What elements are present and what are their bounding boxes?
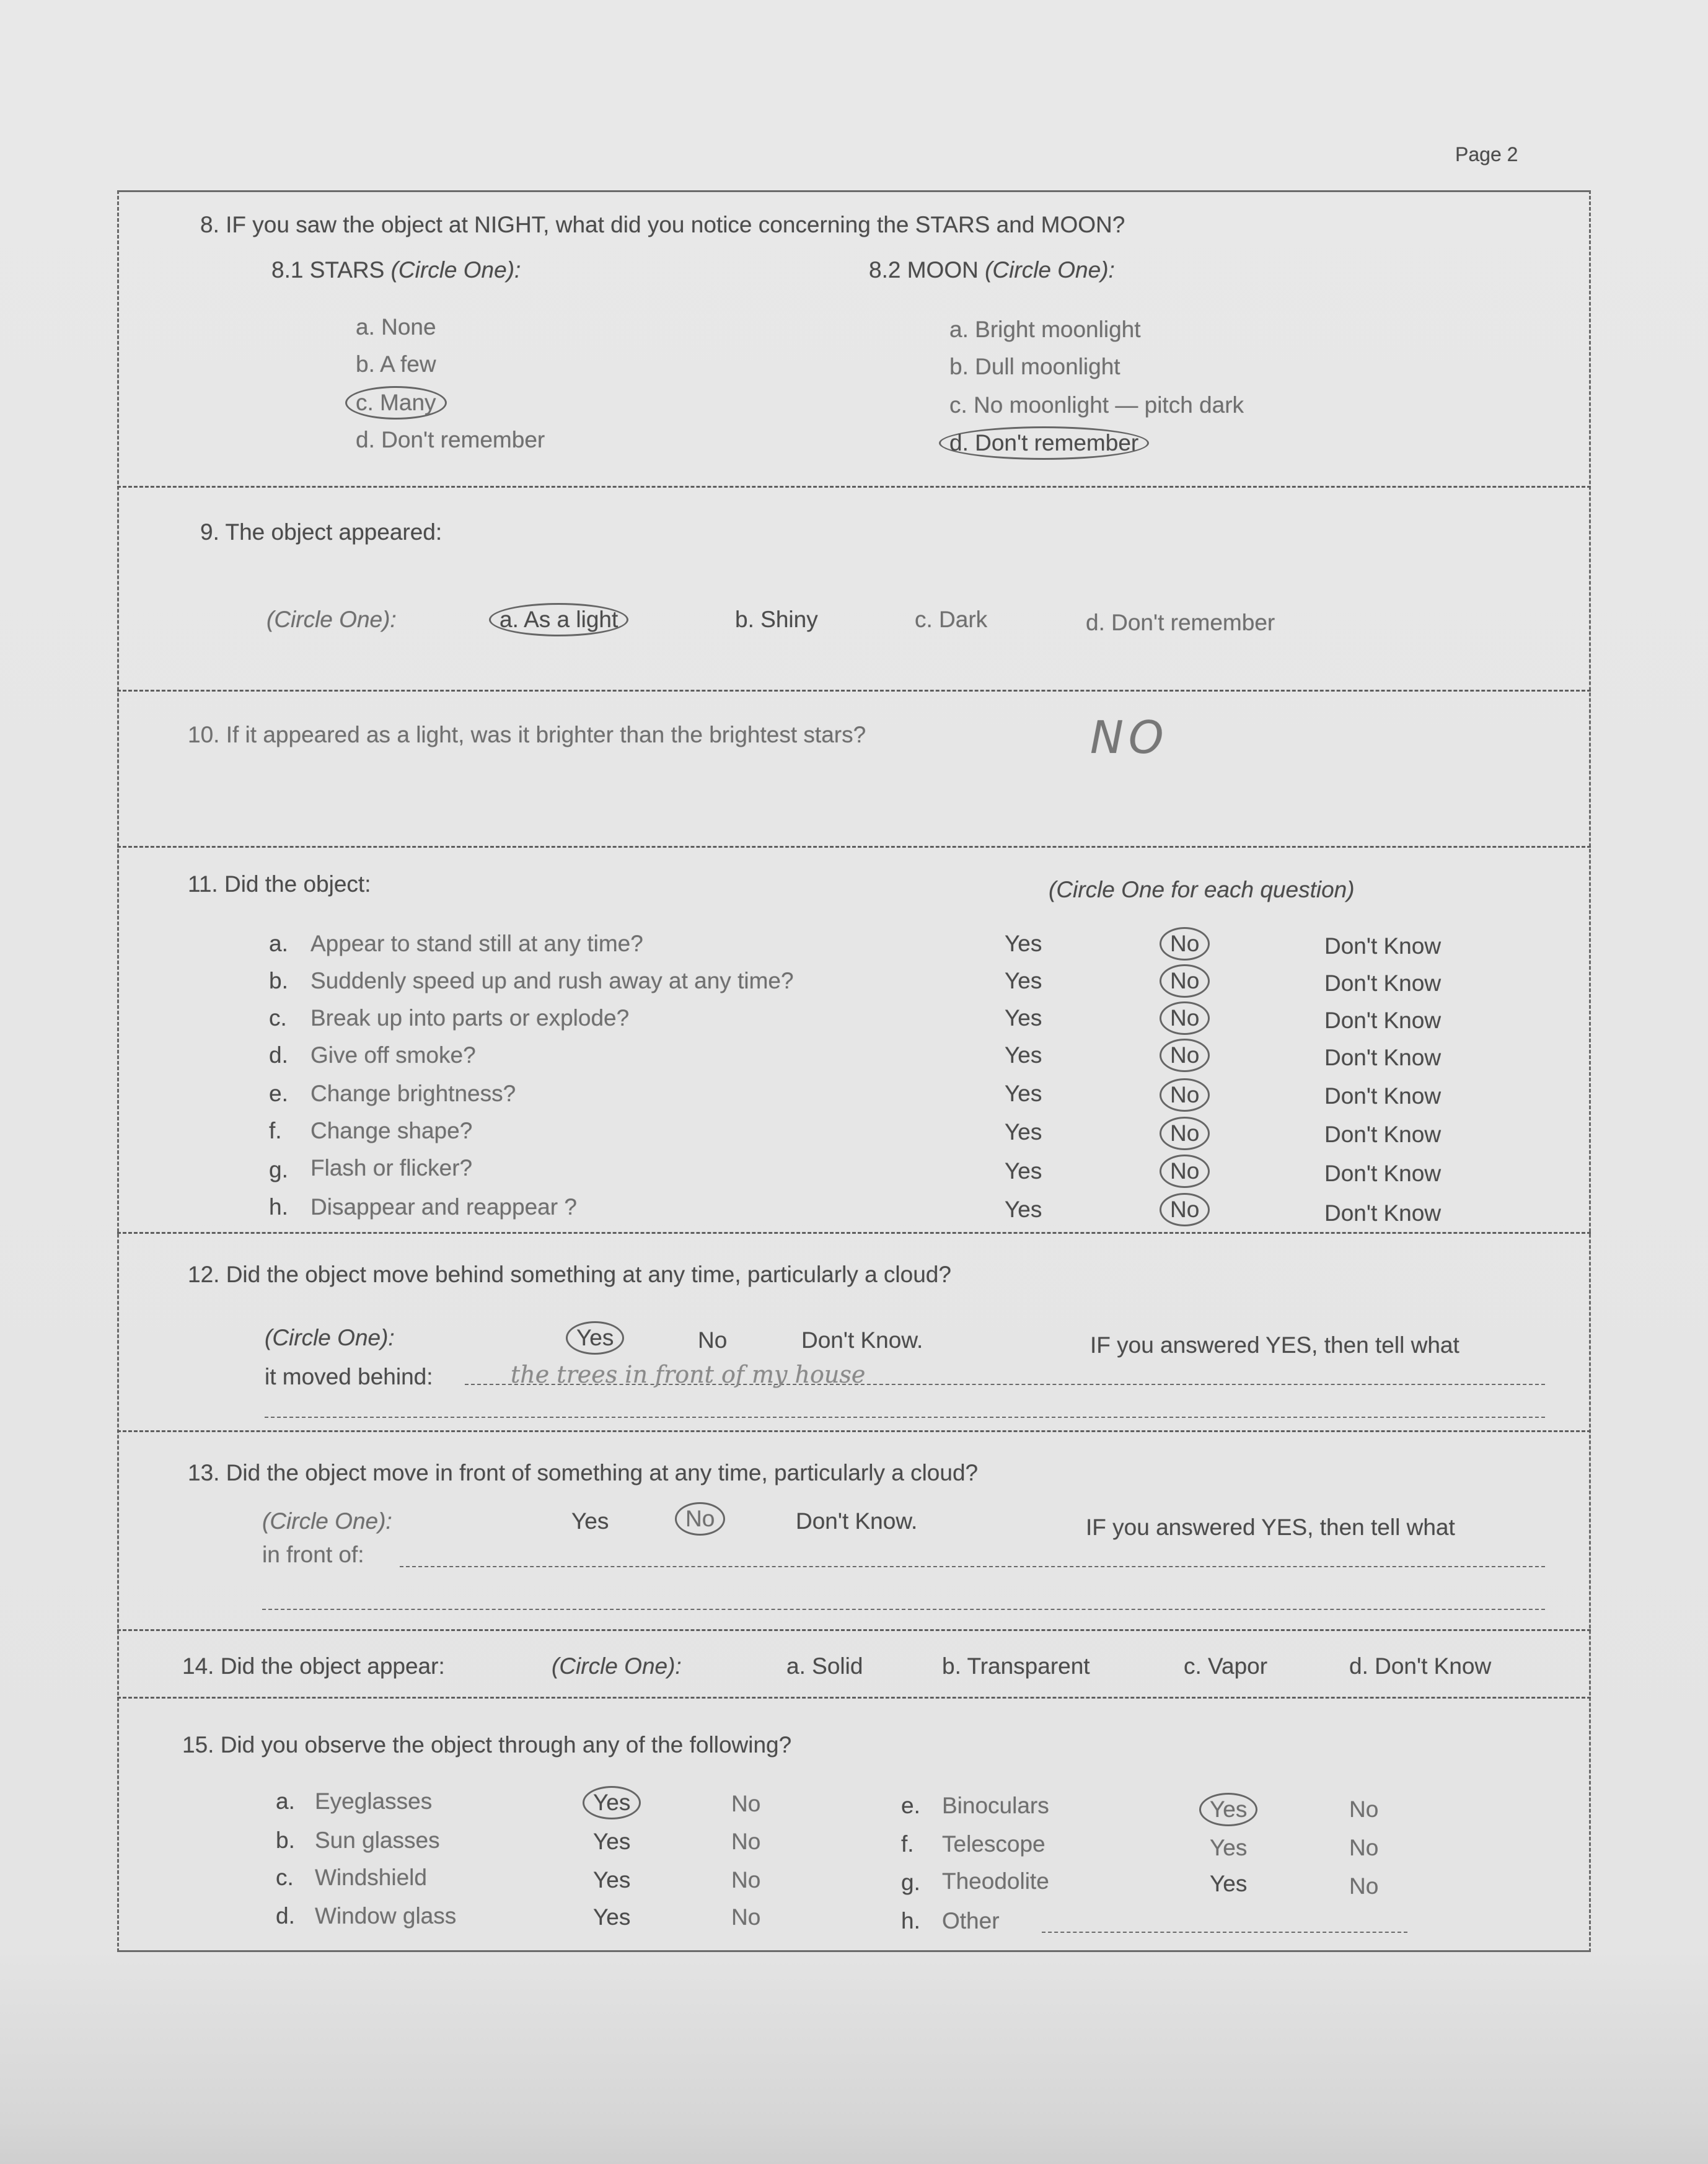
item-letter: d. (276, 1903, 295, 1929)
other-answer-line (1042, 1932, 1407, 1933)
dont-know-option: Don't Know (1324, 1083, 1442, 1109)
moon-option-b: b. Dull moonlight (949, 354, 1120, 379)
dont-know-option: Don't Know (1324, 1045, 1442, 1070)
binoculars-no: No (1349, 1797, 1379, 1822)
yes-option: Yes (1005, 1197, 1042, 1222)
stars-option-a: a. None (356, 314, 436, 340)
q13-no-circled: No (675, 1502, 725, 1536)
yes-option: Yes (1005, 931, 1042, 956)
theodolite-yes: Yes (1210, 1871, 1248, 1896)
page-number: Page 2 (1455, 143, 1518, 165)
moon-option-d-circled: d. Don't remember (939, 426, 1149, 460)
question-10-text: 10. If it appeared as a light, was it brighter than the brightest stars? (188, 722, 866, 747)
moon-option-c: c. No moonlight — pitch dark (949, 392, 1244, 418)
question-15-text: 15. Did you observe the object through any of the following? (182, 1732, 792, 1757)
dont-know-option: Don't Know (1324, 1200, 1442, 1226)
q12-followup: IF you answered YES, then tell what (1090, 1332, 1459, 1358)
binoculars-yes-circled: Yes (1199, 1793, 1257, 1826)
row-letter: h. (269, 1194, 288, 1220)
q13-dont-know: Don't Know. (796, 1508, 918, 1534)
row-letter: a. (269, 931, 288, 956)
sun-glasses-yes: Yes (593, 1829, 631, 1854)
stars-option-b: b. A few (356, 351, 436, 377)
q9-option-b: b. Shiny (735, 607, 818, 632)
row-text: Change brightness? (310, 1081, 516, 1106)
row-letter: d. (269, 1042, 288, 1068)
divider (117, 690, 1591, 692)
item-binoculars: Binoculars (942, 1793, 1049, 1818)
dont-know-option: Don't Know (1324, 970, 1442, 996)
q14-option-b: b. Transparent (942, 1653, 1090, 1679)
question-9-hint: (Circle One): (266, 607, 397, 632)
row-letter: c. (269, 1005, 287, 1031)
question-13-text: 13. Did the object move in front of something at any time, particularly a cloud? (188, 1460, 979, 1485)
windshield-no: No (731, 1867, 761, 1893)
answer-line (265, 1417, 1545, 1418)
windshield-yes: Yes (593, 1867, 631, 1893)
telescope-no: No (1349, 1835, 1379, 1860)
divider (117, 1697, 1591, 1699)
no-option-circled: No (1160, 964, 1210, 998)
q12-no: No (698, 1327, 728, 1353)
item-sun-glasses: Sun glasses (315, 1828, 440, 1853)
no-option-circled: No (1160, 1001, 1210, 1035)
no-option-circled: No (1160, 1117, 1210, 1150)
telescope-yes: Yes (1210, 1835, 1248, 1860)
eyeglasses-no: No (731, 1791, 761, 1816)
answer-line (262, 1609, 1545, 1610)
row-letter: g. (269, 1157, 288, 1182)
item-eyeglasses: Eyeglasses (315, 1788, 433, 1814)
question-12-text: 12. Did the object move behind something at any time, particularly a cloud? (188, 1262, 951, 1287)
stars-label (271, 257, 521, 284)
moon-label (869, 257, 1115, 284)
divider (117, 1629, 1591, 1631)
row-text: Suddenly speed up and rush away at any time? (310, 968, 794, 993)
yes-option: Yes (1005, 1081, 1042, 1106)
q12-yes-circled: Yes (566, 1321, 624, 1355)
item-window-glass: Window glass (315, 1903, 457, 1929)
stars-option-c-circled: c. Many (345, 386, 447, 420)
question-11-hint: (Circle One for each question) (1049, 877, 1355, 902)
yes-option: Yes (1005, 1119, 1042, 1145)
row-letter: e. (269, 1081, 288, 1106)
question-11-text: 11. Did the object: (188, 871, 371, 897)
q9-option-d: d. Don't remember (1086, 610, 1275, 635)
row-text: Appear to stand still at any time? (310, 931, 643, 956)
question-14-text: 14. Did the object appear: (182, 1653, 445, 1679)
dont-know-option: Don't Know (1324, 1122, 1442, 1147)
yes-option: Yes (1005, 968, 1042, 993)
no-option-circled: No (1160, 1155, 1210, 1188)
q14-option-d: d. Don't Know (1349, 1653, 1492, 1679)
q9-option-a-circled: a. As a light (489, 603, 628, 636)
stars-hint: (Circle One): (390, 257, 521, 283)
row-text: Disappear and reappear ? (310, 1194, 577, 1220)
divider (117, 846, 1591, 848)
row-text: Change shape? (310, 1118, 473, 1143)
divider (117, 1232, 1591, 1234)
no-option-circled: No (1160, 1193, 1210, 1226)
theodolite-no: No (1349, 1873, 1379, 1899)
row-letter: f. (269, 1118, 282, 1143)
moon-title: 8.2 MOON (869, 257, 979, 283)
q12-handwritten-answer: the trees in front of my house (511, 1361, 866, 1388)
q14-option-a: a. Solid (786, 1653, 863, 1679)
dont-know-option: Don't Know (1324, 1161, 1442, 1186)
q13-followup-label: in front of: (262, 1542, 364, 1567)
item-windshield: Windshield (315, 1865, 427, 1890)
dont-know-option: Don't Know (1324, 933, 1442, 959)
row-letter: b. (269, 968, 288, 993)
question-9-text: 9. The object appeared: (200, 519, 442, 545)
q10-handwritten-answer: NO (1090, 711, 1169, 763)
q9-option-c: c. Dark (915, 607, 988, 632)
question-12-hint: (Circle One): (265, 1325, 395, 1350)
item-letter: c. (276, 1865, 294, 1890)
item-letter: b. (276, 1828, 295, 1853)
row-text: Flash or flicker? (310, 1155, 473, 1181)
item-letter: h. (901, 1908, 920, 1933)
no-option-circled: No (1160, 927, 1210, 961)
item-telescope: Telescope (942, 1831, 1045, 1857)
eyeglasses-yes-circled: Yes (583, 1786, 641, 1819)
no-option-circled: No (1160, 1039, 1210, 1072)
divider (117, 1430, 1591, 1432)
no-option-circled: No (1160, 1078, 1210, 1112)
question-8-text: 8. IF you saw the object at NIGHT, what did you notice concerning the STARS and MOON? (200, 212, 1125, 237)
question-14-hint: (Circle One): (552, 1653, 682, 1679)
moon-option-a: a. Bright moonlight (949, 317, 1141, 342)
answer-line (400, 1566, 1545, 1567)
yes-option: Yes (1005, 1042, 1042, 1068)
row-text: Give off smoke? (310, 1042, 476, 1068)
q13-yes: Yes (571, 1508, 609, 1534)
row-text: Break up into parts or explode? (310, 1005, 630, 1031)
q12-dont-know: Don't Know. (801, 1327, 923, 1353)
q13-followup: IF you answered YES, then tell what (1086, 1515, 1455, 1540)
window-glass-yes: Yes (593, 1904, 631, 1930)
item-other: Other (942, 1908, 1000, 1933)
window-glass-no: No (731, 1904, 761, 1930)
item-letter: e. (901, 1793, 920, 1818)
item-letter: f. (901, 1831, 914, 1857)
item-letter: a. (276, 1788, 295, 1814)
yes-option: Yes (1005, 1158, 1042, 1184)
item-letter: g. (901, 1870, 920, 1895)
stars-title: 8.1 STARS (271, 257, 385, 283)
sun-glasses-no: No (731, 1829, 761, 1854)
dont-know-option: Don't Know (1324, 1008, 1442, 1033)
divider (117, 486, 1591, 488)
moon-hint: (Circle One): (985, 257, 1115, 283)
q14-option-c: c. Vapor (1184, 1653, 1268, 1679)
yes-option: Yes (1005, 1005, 1042, 1031)
q12-followup-label: it moved behind: (265, 1364, 433, 1389)
item-theodolite: Theodolite (942, 1868, 1049, 1894)
stars-option-d: d. Don't remember (356, 427, 545, 452)
question-13-hint: (Circle One): (262, 1508, 392, 1534)
